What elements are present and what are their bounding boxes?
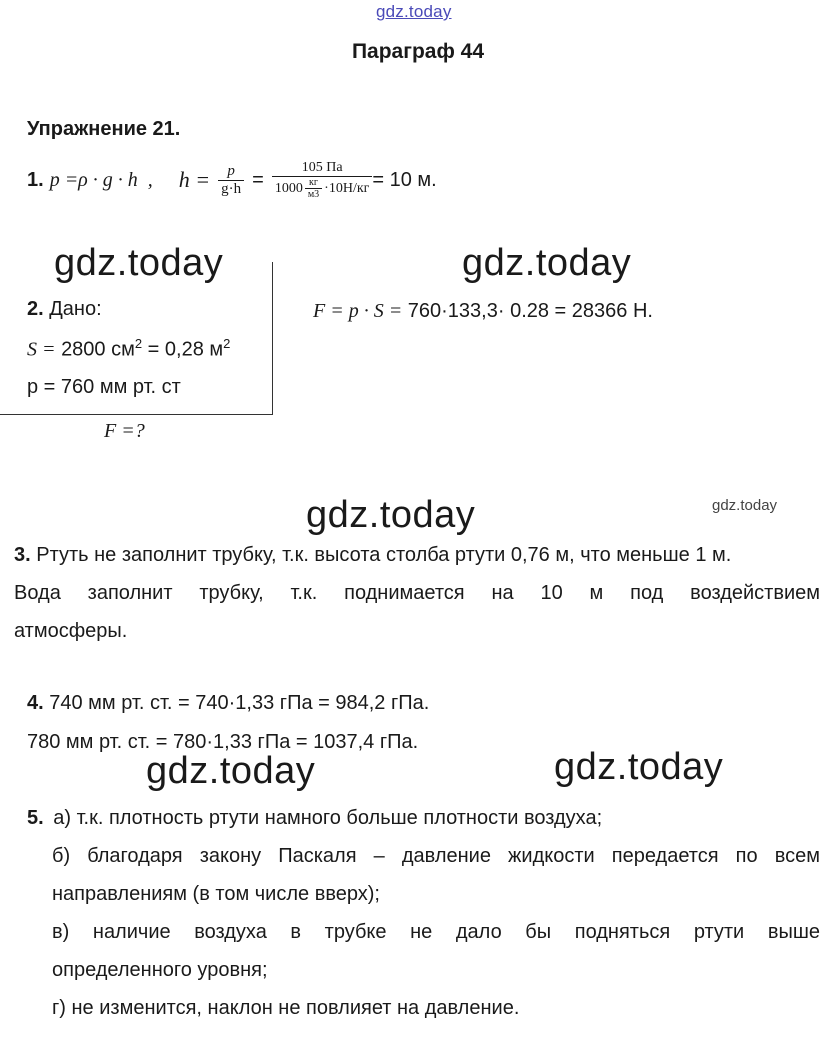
ex1-result: = 10 м. xyxy=(372,168,437,191)
ex1-line xyxy=(27,152,437,208)
watermark-1: gdz.today xyxy=(54,242,224,284)
ex2-s-exp2: 2 xyxy=(223,336,231,351)
ex4-line2: 780 мм рт. ст. = 780·1,33 гПа = 1037,4 гПа. xyxy=(27,731,419,753)
ex4-number: 4. xyxy=(27,692,44,714)
watermark-4: gdz.today xyxy=(146,750,316,792)
ex1-number: 1. xyxy=(27,168,44,191)
ex1-frac2-den xyxy=(272,177,373,200)
ex1-frac2-den-a: 1000 xyxy=(274,180,303,196)
ex2-s-exp: 2 xyxy=(134,336,143,351)
given-box-divider-horizontal xyxy=(0,414,273,415)
ex2-given xyxy=(27,298,102,321)
ex2-sol-lhs: F = p · S = xyxy=(313,300,403,322)
ex2-find: F =? xyxy=(104,420,145,442)
ex1-h-lhs: h = xyxy=(178,167,211,192)
ex3-line1-text: Ртуть не заполнит трубку, т.к. высота столба ртути 0,76 м, что меньше 1 м. xyxy=(36,544,732,566)
exercise-title: Упражнение 21. xyxy=(27,118,181,140)
ex4-line1 xyxy=(27,692,429,715)
ex5-line-c2: определенного уровня; xyxy=(52,959,268,981)
ex5-a-text: а) т.к. плотность ртути намного больше плотности воздуха; xyxy=(53,807,603,829)
ex5-line-d: г) не изменится, наклон не повлияет на давление. xyxy=(52,997,520,1019)
ex1-frac1-num: p xyxy=(218,163,244,181)
watermark-2: gdz.today xyxy=(462,242,632,284)
ex1-frac2 xyxy=(272,160,373,200)
watermark-top: gdz.today xyxy=(376,2,452,21)
ex1-frac2-num: 105 Па xyxy=(272,160,373,177)
ex5-line-c1: в) наличие воздуха в трубке не дало бы подняться ртути выше xyxy=(52,921,820,943)
ex2-area-line xyxy=(27,336,230,362)
ex1-formula: p =ρ · g · h xyxy=(49,168,138,191)
ex2-given-label: Дано: xyxy=(49,298,102,320)
ex3-line1 xyxy=(14,540,820,570)
ex2-sol-rhs: 760·133,3· 0.28 = 28366 Н. xyxy=(407,300,653,322)
ex5-line-b1: б) благодаря закону Паскаля – давление жидкости передается по всем xyxy=(52,845,820,867)
ex1-eq: = xyxy=(252,168,264,191)
ex2-s-val: 2800 см xyxy=(61,338,135,361)
ex1-unit-den: м3 xyxy=(307,189,320,200)
ex1-unit-frac xyxy=(305,177,322,200)
ex1-frac1-den: g·h xyxy=(221,180,242,197)
given-box-divider-vertical xyxy=(272,262,273,415)
ex5-line-b2: направлениям (в том числе вверх); xyxy=(52,883,380,905)
ex3-block xyxy=(14,540,820,646)
ex3-line3: атмосферы. xyxy=(14,620,128,642)
ex5-number: 5. xyxy=(27,807,44,829)
ex4-line1-text: 740 мм рт. ст. = 740·1,33 гПа = 984,2 гПа. xyxy=(49,692,430,714)
watermark-3: gdz.today xyxy=(306,494,476,536)
ex2-s-lhs: S = xyxy=(27,338,56,361)
watermark-5: gdz.today xyxy=(554,746,724,788)
ex1-unit-num: кг xyxy=(305,177,322,189)
ex3-number: 3. xyxy=(14,544,31,566)
ex1-frac1 xyxy=(218,163,244,198)
ex3-line2: Вода заполнит трубку, т.к. поднимается на 10 м под воздействием xyxy=(14,582,820,604)
ex2-s-eq: = 0,28 м xyxy=(147,338,224,361)
ex5-line-a xyxy=(27,807,602,830)
ex1-sep: , xyxy=(147,168,153,191)
ex2-pressure-line: p = 760 мм рт. ст xyxy=(27,376,181,398)
page-title: Параграф 44 xyxy=(351,40,485,63)
watermark-small: gdz.today xyxy=(712,497,778,514)
ex2-number: 2. xyxy=(27,298,44,320)
ex1-frac2-den-b: ·10Н/кг xyxy=(324,180,370,196)
ex2-solution xyxy=(313,300,653,323)
